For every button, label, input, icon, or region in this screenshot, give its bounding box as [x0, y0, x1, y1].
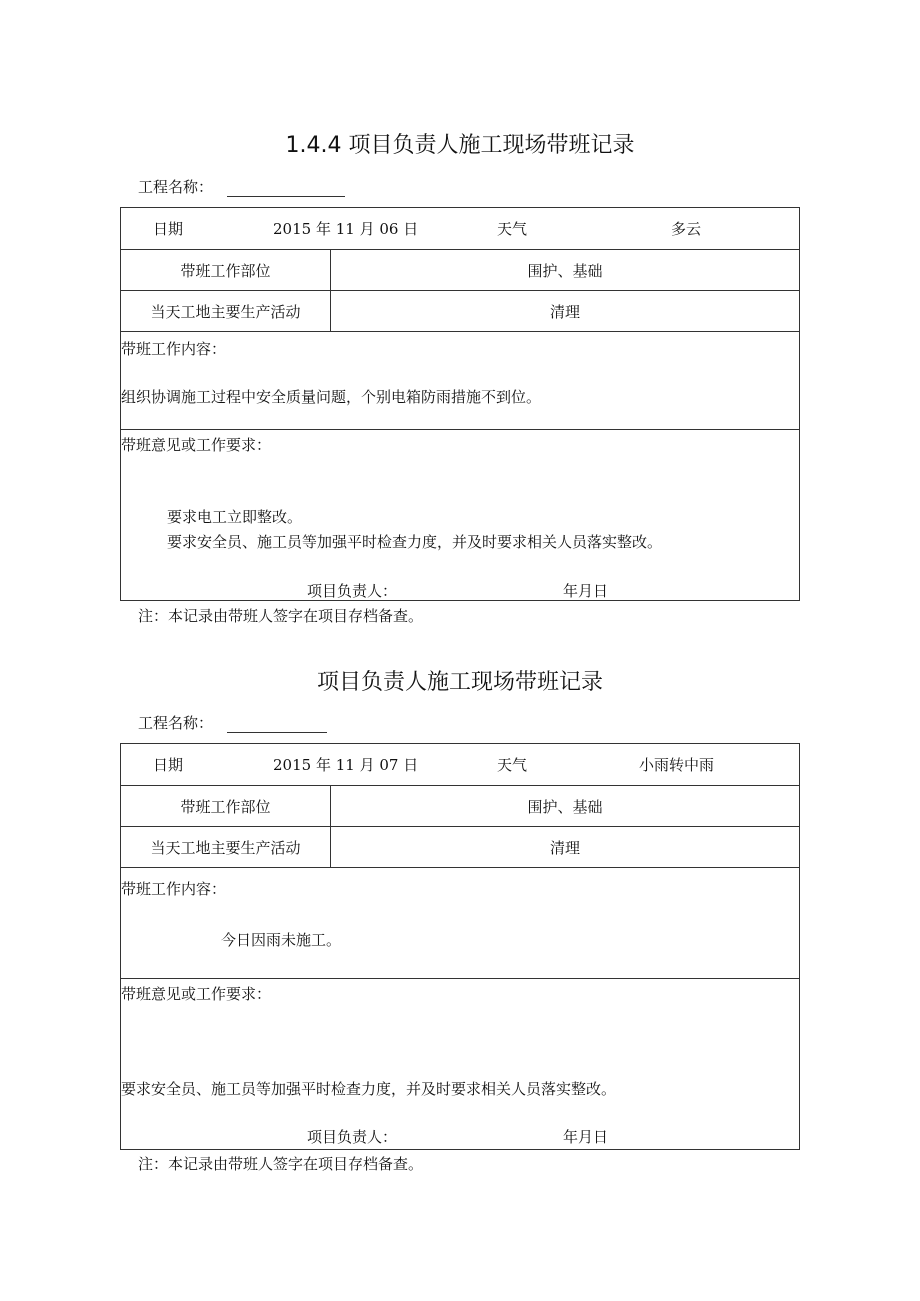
signer-label: 项目负责人：: [307, 1128, 398, 1146]
opinion-label: 带班意见或工作要求：: [121, 436, 272, 454]
opinion-line: 要求电工立即整改。: [167, 508, 303, 526]
date-label: 日期: [153, 756, 184, 774]
activity-row: [121, 291, 799, 332]
opinion-row: [121, 979, 799, 1149]
opinion-label: 带班意见或工作要求：: [121, 985, 272, 1003]
opinion-row: [121, 430, 799, 600]
project-name-label: 工程名称：: [138, 178, 214, 196]
project-name-blank[interactable]: [227, 182, 345, 197]
record-table: [120, 743, 800, 1150]
activity-row: [121, 827, 799, 868]
content-label: 带班工作内容：: [121, 340, 227, 358]
project-name-field: [138, 712, 327, 733]
record-note: 注：本记录由带班人签字在项目存档备查。: [138, 607, 424, 625]
weather-value: 小雨转中雨: [639, 756, 715, 774]
location-label: 带班工作部位: [180, 797, 271, 816]
project-name-blank[interactable]: [227, 718, 327, 733]
activity-value: 清理: [549, 302, 580, 321]
location-value: 围护、基础: [527, 261, 603, 280]
date-value: 2015 年 11 月 07 日: [273, 756, 419, 774]
sign-date-label: 年月日: [563, 1128, 609, 1146]
date-weather-row: [121, 208, 799, 250]
weather-label: 天气: [497, 220, 528, 238]
content-row: [121, 332, 799, 430]
opinion-line: 要求安全员、施工员等加强平时检查力度，并及时要求相关人员落实整改。: [167, 533, 663, 551]
weather-label: 天气: [497, 756, 528, 774]
record-note: 注：本记录由带班人签字在项目存档备查。: [138, 1155, 424, 1173]
project-name-field: [138, 176, 345, 197]
signer-label: 项目负责人：: [307, 582, 398, 600]
date-weather-row: [121, 744, 799, 786]
date-value: 2015 年 11 月 06 日: [273, 220, 419, 238]
location-label: 带班工作部位: [180, 261, 271, 280]
weather-value: 多云: [671, 220, 702, 238]
sign-date-label: 年月日: [563, 582, 609, 600]
location-row: [121, 250, 799, 291]
content-line: 组织协调施工过程中安全质量问题，个别电箱防雨措施不到位。: [121, 388, 542, 406]
content-row: [121, 868, 799, 979]
record-title: 1.4.4 项目负责人施工现场带班记录: [285, 133, 635, 158]
location-value: 围护、基础: [527, 797, 603, 816]
content-label: 带班工作内容：: [121, 880, 227, 898]
date-label: 日期: [153, 220, 184, 238]
opinion-line: 要求安全员、施工员等加强平时检查力度，并及时要求相关人员落实整改。: [121, 1080, 617, 1098]
content-line: 今日因雨未施工。: [221, 931, 342, 949]
location-row: [121, 786, 799, 827]
activity-label: 当天工地主要生产活动: [150, 302, 301, 321]
record-table: [120, 207, 800, 601]
activity-value: 清理: [549, 838, 580, 857]
activity-label: 当天工地主要生产活动: [150, 838, 301, 857]
project-name-label: 工程名称：: [138, 714, 214, 732]
record-title: 项目负责人施工现场带班记录: [316, 670, 603, 695]
